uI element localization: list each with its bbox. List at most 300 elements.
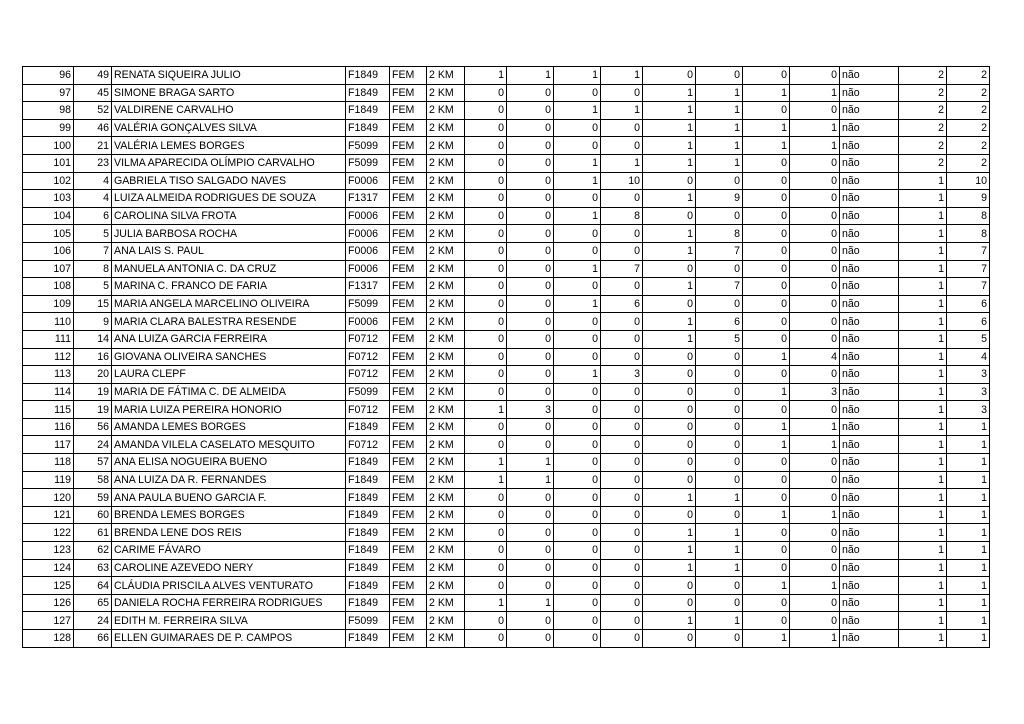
table-row [23, 102, 990, 120]
score-5-cell: 0 [643, 366, 696, 384]
bib-cell: 9 [74, 313, 112, 331]
rank-cell: 99 [23, 119, 74, 137]
score-4-cell: 0 [601, 418, 643, 436]
score-7-cell: 0 [743, 154, 790, 172]
count-cell: 1 [899, 594, 947, 612]
flag-cell: não [840, 172, 899, 190]
bib-cell: 60 [74, 506, 112, 524]
distance-cell: 2 KM [427, 348, 465, 366]
total-cell: 7 [947, 278, 990, 296]
total-cell: 1 [947, 454, 990, 472]
score-5-cell: 0 [643, 260, 696, 278]
score-7-cell: 1 [743, 506, 790, 524]
score-7-cell: 0 [743, 330, 790, 348]
gender-cell: FEM [390, 225, 427, 243]
athlete-name-cell: SIMONE BRAGA SARTO [112, 84, 346, 102]
score-7-cell: 0 [743, 278, 790, 296]
score-8-cell: 4 [790, 348, 840, 366]
score-7-cell: 0 [743, 559, 790, 577]
score-1-cell: 0 [465, 542, 507, 560]
score-4-cell: 0 [601, 542, 643, 560]
bib-cell: 5 [74, 225, 112, 243]
score-6-cell: 0 [696, 436, 743, 454]
score-4-cell: 1 [601, 102, 643, 120]
distance-cell: 2 KM [427, 330, 465, 348]
table-row [23, 418, 990, 436]
score-3-cell: 0 [554, 418, 601, 436]
category-cell: F1849 [346, 542, 390, 560]
rank-cell: 118 [23, 454, 74, 472]
flag-cell: não [840, 506, 899, 524]
category-cell: F0006 [346, 313, 390, 331]
score-5-cell: 1 [643, 542, 696, 560]
distance-cell: 2 KM [427, 84, 465, 102]
flag-cell: não [840, 207, 899, 225]
flag-cell: não [840, 418, 899, 436]
total-cell: 2 [947, 119, 990, 137]
category-cell: F1849 [346, 67, 390, 85]
score-3-cell: 1 [554, 260, 601, 278]
category-cell: F0006 [346, 225, 390, 243]
score-2-cell: 0 [507, 630, 554, 648]
score-8-cell: 1 [790, 137, 840, 155]
count-cell: 1 [899, 348, 947, 366]
score-8-cell: 0 [790, 190, 840, 208]
bib-cell: 66 [74, 630, 112, 648]
score-5-cell: 0 [643, 577, 696, 595]
score-8-cell: 1 [790, 84, 840, 102]
score-2-cell: 0 [507, 172, 554, 190]
table-row [23, 612, 990, 630]
score-1-cell: 0 [465, 278, 507, 296]
athlete-name-cell: RENATA SIQUEIRA JULIO [112, 67, 346, 85]
bib-cell: 14 [74, 330, 112, 348]
bib-cell: 59 [74, 489, 112, 507]
count-cell: 2 [899, 102, 947, 120]
score-4-cell: 0 [601, 330, 643, 348]
score-1-cell: 0 [465, 418, 507, 436]
flag-cell: não [840, 137, 899, 155]
score-8-cell: 0 [790, 612, 840, 630]
score-6-cell: 0 [696, 418, 743, 436]
score-7-cell: 0 [743, 260, 790, 278]
rank-cell: 127 [23, 612, 74, 630]
score-1-cell: 0 [465, 506, 507, 524]
score-1-cell: 0 [465, 172, 507, 190]
score-1-cell: 0 [465, 366, 507, 384]
table-row [23, 137, 990, 155]
distance-cell: 2 KM [427, 225, 465, 243]
score-2-cell: 3 [507, 401, 554, 419]
gender-cell: FEM [390, 119, 427, 137]
rank-cell: 102 [23, 172, 74, 190]
score-2-cell: 1 [507, 454, 554, 472]
score-8-cell: 0 [790, 242, 840, 260]
score-6-cell: 0 [696, 506, 743, 524]
score-3-cell: 1 [554, 295, 601, 313]
distance-cell: 2 KM [427, 207, 465, 225]
category-cell: F0006 [346, 172, 390, 190]
table-row [23, 436, 990, 454]
total-cell: 6 [947, 295, 990, 313]
gender-cell: FEM [390, 242, 427, 260]
score-7-cell: 0 [743, 295, 790, 313]
gender-cell: FEM [390, 348, 427, 366]
score-5-cell: 1 [643, 278, 696, 296]
score-1-cell: 1 [465, 471, 507, 489]
table-row [23, 542, 990, 560]
score-5-cell: 1 [643, 559, 696, 577]
rank-cell: 98 [23, 102, 74, 120]
total-cell: 1 [947, 577, 990, 595]
score-2-cell: 0 [507, 260, 554, 278]
score-5-cell: 0 [643, 436, 696, 454]
count-cell: 1 [899, 454, 947, 472]
score-1-cell: 0 [465, 154, 507, 172]
flag-cell: não [840, 242, 899, 260]
rank-cell: 113 [23, 366, 74, 384]
flag-cell: não [840, 295, 899, 313]
category-cell: F5099 [346, 612, 390, 630]
flag-cell: não [840, 489, 899, 507]
gender-cell: FEM [390, 401, 427, 419]
athlete-name-cell: VALÉRIA LEMES BORGES [112, 137, 346, 155]
table-row [23, 84, 990, 102]
rank-cell: 96 [23, 67, 74, 85]
distance-cell: 2 KM [427, 524, 465, 542]
score-5-cell: 1 [643, 524, 696, 542]
score-4-cell: 10 [601, 172, 643, 190]
table-row [23, 348, 990, 366]
table-row [23, 401, 990, 419]
score-8-cell: 0 [790, 401, 840, 419]
score-6-cell: 0 [696, 401, 743, 419]
rank-cell: 111 [23, 330, 74, 348]
athlete-name-cell: BRENDA LEMES BORGES [112, 506, 346, 524]
score-5-cell: 0 [643, 401, 696, 419]
count-cell: 1 [899, 207, 947, 225]
score-2-cell: 0 [507, 542, 554, 560]
score-8-cell: 0 [790, 172, 840, 190]
bib-cell: 23 [74, 154, 112, 172]
athlete-name-cell: DANIELA ROCHA FERREIRA RODRIGUES [112, 594, 346, 612]
bib-cell: 5 [74, 278, 112, 296]
score-6-cell: 1 [696, 154, 743, 172]
athlete-name-cell: MARIA ANGELA MARCELINO OLIVEIRA [112, 295, 346, 313]
total-cell: 8 [947, 207, 990, 225]
score-2-cell: 0 [507, 383, 554, 401]
athlete-name-cell: GABRIELA TISO SALGADO NAVES [112, 172, 346, 190]
bib-cell: 19 [74, 401, 112, 419]
score-3-cell: 0 [554, 225, 601, 243]
score-6-cell: 1 [696, 102, 743, 120]
count-cell: 1 [899, 190, 947, 208]
count-cell: 1 [899, 542, 947, 560]
distance-cell: 2 KM [427, 436, 465, 454]
category-cell: F0712 [346, 401, 390, 419]
score-1-cell: 1 [465, 67, 507, 85]
score-5-cell: 1 [643, 489, 696, 507]
distance-cell: 2 KM [427, 260, 465, 278]
score-4-cell: 7 [601, 260, 643, 278]
category-cell: F0712 [346, 436, 390, 454]
score-8-cell: 0 [790, 330, 840, 348]
score-4-cell: 0 [601, 577, 643, 595]
athlete-name-cell: ELLEN GUIMARAES DE P. CAMPOS [112, 630, 346, 648]
category-cell: F0006 [346, 242, 390, 260]
count-cell: 1 [899, 330, 947, 348]
total-cell: 4 [947, 348, 990, 366]
score-8-cell: 0 [790, 594, 840, 612]
total-cell: 2 [947, 102, 990, 120]
score-2-cell: 0 [507, 102, 554, 120]
gender-cell: FEM [390, 295, 427, 313]
flag-cell: não [840, 594, 899, 612]
score-5-cell: 0 [643, 418, 696, 436]
athlete-name-cell: CARIME FÁVARO [112, 542, 346, 560]
table-row [23, 242, 990, 260]
score-8-cell: 0 [790, 524, 840, 542]
athlete-name-cell: MARINA C. FRANCO DE FARIA [112, 278, 346, 296]
count-cell: 1 [899, 313, 947, 331]
gender-cell: FEM [390, 577, 427, 595]
score-7-cell: 0 [743, 401, 790, 419]
distance-cell: 2 KM [427, 278, 465, 296]
score-3-cell: 0 [554, 559, 601, 577]
score-3-cell: 0 [554, 454, 601, 472]
distance-cell: 2 KM [427, 559, 465, 577]
athlete-name-cell: BRENDA LENE DOS REIS [112, 524, 346, 542]
score-7-cell: 0 [743, 594, 790, 612]
table-row [23, 190, 990, 208]
bib-cell: 19 [74, 383, 112, 401]
score-7-cell: 0 [743, 172, 790, 190]
total-cell: 6 [947, 313, 990, 331]
gender-cell: FEM [390, 594, 427, 612]
gender-cell: FEM [390, 207, 427, 225]
table-row [23, 489, 990, 507]
score-7-cell: 1 [743, 137, 790, 155]
score-6-cell: 7 [696, 278, 743, 296]
category-cell: F1317 [346, 278, 390, 296]
gender-cell: FEM [390, 383, 427, 401]
score-1-cell: 0 [465, 137, 507, 155]
count-cell: 1 [899, 278, 947, 296]
bib-cell: 64 [74, 577, 112, 595]
table-row [23, 67, 990, 85]
gender-cell: FEM [390, 436, 427, 454]
count-cell: 2 [899, 154, 947, 172]
score-6-cell: 0 [696, 172, 743, 190]
total-cell: 1 [947, 612, 990, 630]
athlete-name-cell: JULIA BARBOSA ROCHA [112, 225, 346, 243]
score-4-cell: 8 [601, 207, 643, 225]
flag-cell: não [840, 154, 899, 172]
score-6-cell: 1 [696, 542, 743, 560]
score-3-cell: 0 [554, 278, 601, 296]
score-3-cell: 0 [554, 506, 601, 524]
athlete-name-cell: EDITH M. FERREIRA SILVA [112, 612, 346, 630]
score-4-cell: 0 [601, 383, 643, 401]
score-7-cell: 1 [743, 436, 790, 454]
count-cell: 1 [899, 260, 947, 278]
flag-cell: não [840, 348, 899, 366]
category-cell: F1849 [346, 471, 390, 489]
score-2-cell: 0 [507, 207, 554, 225]
count-cell: 1 [899, 577, 947, 595]
distance-cell: 2 KM [427, 594, 465, 612]
score-7-cell: 1 [743, 348, 790, 366]
score-1-cell: 0 [465, 102, 507, 120]
score-3-cell: 0 [554, 348, 601, 366]
rank-cell: 112 [23, 348, 74, 366]
score-6-cell: 9 [696, 190, 743, 208]
score-1-cell: 1 [465, 454, 507, 472]
flag-cell: não [840, 119, 899, 137]
score-2-cell: 0 [507, 506, 554, 524]
rank-cell: 97 [23, 84, 74, 102]
score-4-cell: 0 [601, 225, 643, 243]
total-cell: 2 [947, 154, 990, 172]
table-row [23, 594, 990, 612]
score-5-cell: 1 [643, 119, 696, 137]
score-7-cell: 1 [743, 630, 790, 648]
count-cell: 1 [899, 172, 947, 190]
score-8-cell: 0 [790, 154, 840, 172]
table-row [23, 225, 990, 243]
score-8-cell: 0 [790, 225, 840, 243]
score-3-cell: 0 [554, 612, 601, 630]
score-1-cell: 0 [465, 295, 507, 313]
score-6-cell: 7 [696, 242, 743, 260]
score-4-cell: 0 [601, 278, 643, 296]
score-1-cell: 1 [465, 594, 507, 612]
bib-cell: 61 [74, 524, 112, 542]
total-cell: 3 [947, 366, 990, 384]
score-2-cell: 0 [507, 278, 554, 296]
category-cell: F1849 [346, 506, 390, 524]
score-2-cell: 0 [507, 137, 554, 155]
score-6-cell: 1 [696, 489, 743, 507]
bib-cell: 57 [74, 454, 112, 472]
score-6-cell: 0 [696, 383, 743, 401]
score-4-cell: 0 [601, 401, 643, 419]
athlete-name-cell: CAROLINE AZEVEDO NERY [112, 559, 346, 577]
count-cell: 1 [899, 401, 947, 419]
total-cell: 7 [947, 260, 990, 278]
score-4-cell: 0 [601, 506, 643, 524]
score-3-cell: 0 [554, 330, 601, 348]
score-4-cell: 0 [601, 524, 643, 542]
gender-cell: FEM [390, 330, 427, 348]
rank-cell: 101 [23, 154, 74, 172]
score-3-cell: 0 [554, 577, 601, 595]
count-cell: 2 [899, 137, 947, 155]
gender-cell: FEM [390, 313, 427, 331]
bib-cell: 21 [74, 137, 112, 155]
distance-cell: 2 KM [427, 242, 465, 260]
category-cell: F1317 [346, 190, 390, 208]
category-cell: F1849 [346, 630, 390, 648]
score-6-cell: 0 [696, 67, 743, 85]
count-cell: 1 [899, 418, 947, 436]
score-3-cell: 0 [554, 137, 601, 155]
score-2-cell: 1 [507, 471, 554, 489]
gender-cell: FEM [390, 612, 427, 630]
score-2-cell: 0 [507, 190, 554, 208]
score-8-cell: 0 [790, 278, 840, 296]
score-4-cell: 0 [601, 190, 643, 208]
athlete-name-cell: LUIZA ALMEIDA RODRIGUES DE SOUZA [112, 190, 346, 208]
rank-cell: 100 [23, 137, 74, 155]
gender-cell: FEM [390, 418, 427, 436]
score-3-cell: 0 [554, 242, 601, 260]
table-row [23, 313, 990, 331]
score-4-cell: 1 [601, 154, 643, 172]
score-5-cell: 1 [643, 154, 696, 172]
score-3-cell: 1 [554, 172, 601, 190]
bib-cell: 7 [74, 242, 112, 260]
total-cell: 1 [947, 506, 990, 524]
athlete-name-cell: VILMA APARECIDA OLÍMPIO CARVALHO [112, 154, 346, 172]
results-table [22, 66, 990, 648]
score-4-cell: 0 [601, 489, 643, 507]
category-cell: F1849 [346, 524, 390, 542]
distance-cell: 2 KM [427, 401, 465, 419]
gender-cell: FEM [390, 454, 427, 472]
score-5-cell: 0 [643, 630, 696, 648]
rank-cell: 126 [23, 594, 74, 612]
category-cell: F1849 [346, 489, 390, 507]
flag-cell: não [840, 401, 899, 419]
flag-cell: não [840, 630, 899, 648]
athlete-name-cell: MARIA LUIZA PEREIRA HONORIO [112, 401, 346, 419]
flag-cell: não [840, 67, 899, 85]
score-8-cell: 0 [790, 260, 840, 278]
score-5-cell: 0 [643, 348, 696, 366]
score-7-cell: 1 [743, 418, 790, 436]
score-7-cell: 0 [743, 102, 790, 120]
rank-cell: 104 [23, 207, 74, 225]
category-cell: F1849 [346, 102, 390, 120]
table-row [23, 577, 990, 595]
table-row [23, 454, 990, 472]
score-5-cell: 0 [643, 454, 696, 472]
total-cell: 1 [947, 559, 990, 577]
score-2-cell: 0 [507, 577, 554, 595]
score-1-cell: 0 [465, 489, 507, 507]
score-4-cell: 0 [601, 313, 643, 331]
score-3-cell: 0 [554, 594, 601, 612]
score-7-cell: 1 [743, 119, 790, 137]
distance-cell: 2 KM [427, 295, 465, 313]
bib-cell: 58 [74, 471, 112, 489]
distance-cell: 2 KM [427, 366, 465, 384]
rank-cell: 120 [23, 489, 74, 507]
flag-cell: não [840, 612, 899, 630]
table-row [23, 278, 990, 296]
score-3-cell: 1 [554, 154, 601, 172]
score-6-cell: 0 [696, 366, 743, 384]
flag-cell: não [840, 225, 899, 243]
rank-cell: 107 [23, 260, 74, 278]
count-cell: 1 [899, 630, 947, 648]
score-4-cell: 0 [601, 436, 643, 454]
score-2-cell: 0 [507, 84, 554, 102]
count-cell: 1 [899, 489, 947, 507]
flag-cell: não [840, 190, 899, 208]
total-cell: 9 [947, 190, 990, 208]
